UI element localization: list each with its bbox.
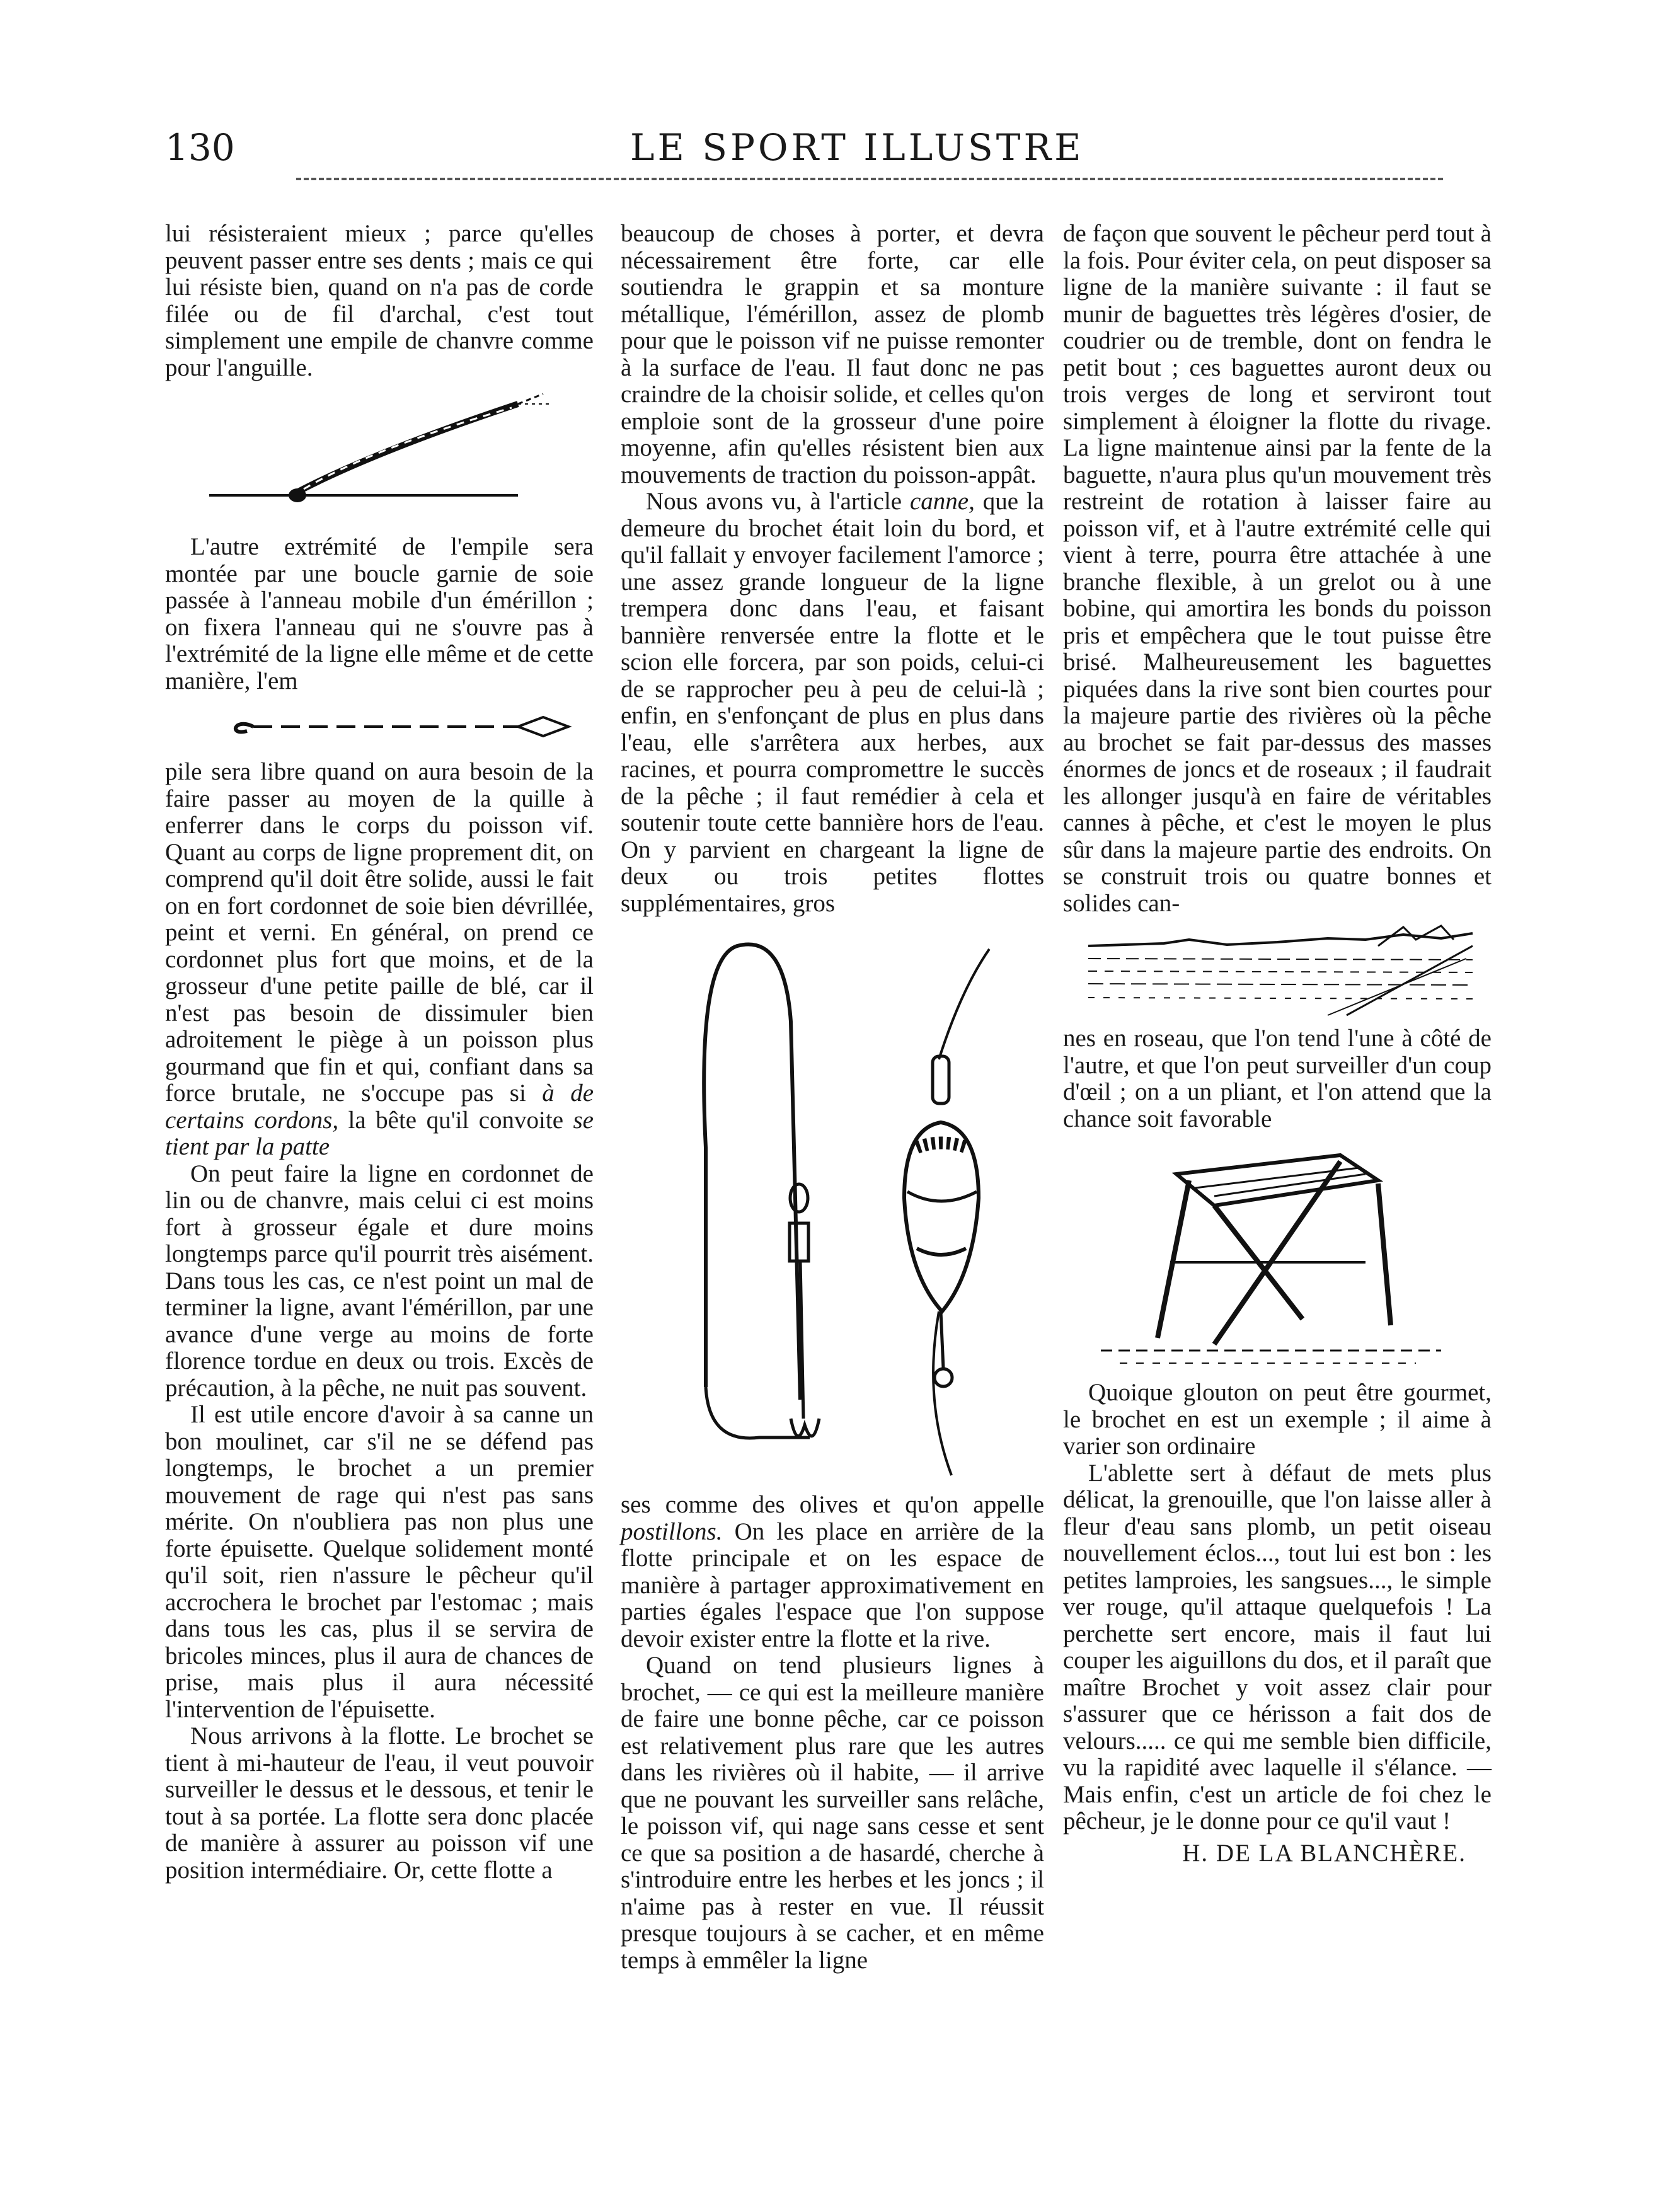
paragraph: ses comme des olives et qu'on appelle postillons. On les place en arrière de la flotte principale et on les espace de manière à partager approximativement en parties égales l'espace que l'on suppose devoir exister entre la flotte et la rive. [621,1491,1045,1652]
paragraph: L'autre extrémité de l'empile sera montée par une boucle garnie de soie passée à l'anneau mobile d'un émérillon ; on fixera l'anneau qui ne s'ouvre pas à l'extrémité de la ligne elle même et de cette manière, l'em [165,533,594,694]
paragraph: L'ablette sert à défaut de mets plus délicat, la grenouille, que l'on laisse aller à fleur d'eau sans plomb, un petit oiseau nouvellement éclos..., tout lui est bon : les petites lamproies, les sangsues..., le simple ver rouge, qu'il attaque quelquefois ! La perchette sert encore, mais il faut lui couper les aiguillons du dos, et il paraît que maître Brochet y voit assez clair pour s'assurer que ce hérisson a fait dos de velours..... ce qui me semble bien difficile, vu la rapidité avec laquelle il s'élance. — Mais enfin, c'est un article de foi chez le pêcheur, je le donne pour ce qu'il vaut ! [1063,1459,1492,1835]
column-2 [621,221,1044,1974]
paragraph: de façon que souvent le pêcheur perd tout à la fois. Pour éviter cela, on peut disposer sa ligne de la manière suivante : il faut se munir de baguettes très légères d'osier, de coudrier ou de tremble, dont on fendra le petit bout ; ces baguettes auront deux ou trois verges de long et serviront tout simplement à éloigner la flotte du rivage. La ligne maintenue ainsi par la fente de la baguette, n'aura plus qu'un mouvement très restreint de rotation à laisser faire au poisson vif, et à l'autre extrémité celle qui vient à terre, pourra être attachée à une branche flexible, à un grelot ou à une bobine, qui amortira les bonds du poisson pris et empêchera que le tout puisse être brisé. Malheureusement les baguettes piquées dans la rive sont bien courtes pour la majeure partie des rivières où la pêche au brochet se fait par-dessus des masses énormes de joncs et de roseaux ; il faudrait les allonger jusqu'à en faire de véritables cannes à pêche, et c'est le moyen le plus sûr dans la majeure partie des endroits. On se construit trois ou quatre bonnes et solides can- [1063,220,1492,917]
paragraph: Quand on tend plusieurs lignes à brochet, — ce qui est la meilleure manière de faire une bonne pêche, car ce poisson est relativement plus rare que les autres dans les rivières où il habite, — il arrive que ne pouvant les surveiller sans relâche, le poisson vif, qui nage sans cesse et sent ce que sa position a de hasardé, cherche à s'introduire entre les herbes et les joncs ; il n'aime pas à rester en vue. Il réussit presque toujours à se cacher, et en même temps à emmêler la ligne [621,1652,1044,1974]
header-rule [296,178,1443,180]
page-number: 130 [165,126,235,169]
journal-title: LE SPORT ILLUSTRE [630,126,1084,169]
empile-illustration [165,385,594,530]
column-1 [165,221,594,1884]
column-3 [1063,221,1492,1867]
page-header [0,0,1673,189]
folding-stool-illustration [1063,1136,1492,1376]
paragraph: beaucoup de choses à porter, et devra nécessairement être forte, car elle soutiendra le grappin et sa monture métallique, l'émérillon, assez de plomb pour que le poisson vif ne puisse remonter à la surface de l'eau. Il faut donc ne pas craindre de la choisir solide, et celles qu'on emploie sont de la grosseur d'une poire moyenne, afin qu'elles résistent bien aux mouvements de traction du poisson-appât. [621,220,1044,488]
paragraph: nes en roseau, que l'on tend l'une à côté de l'autre, et que l'on peut surveiller d'un coup d'œil ; on a un pliant, et l'on attend que la chance soit favorable [1063,1025,1492,1132]
paragraph: On peut faire la ligne en cordonnet de lin ou de chanvre, mais celui ci est moins fort à grosseur égale et dure moins longtemps parce qu'il pourrit très aisément. Dans tous les cas, ce n'est point un mal de terminer la ligne, avant l'émérillon, par une avance d'une verge au moins de forte florence tordue en deux ou trois. Excès de précaution, à la pêche, ne nuit pas souvent. [165,1160,594,1402]
hook-and-float-illustration [621,921,1044,1488]
paragraph: pile sera libre quand on aura besoin de la faire passer au moyen de la quille à enferrer dans le corps du poisson vif. Quant au corps de ligne proprement dit, on comprend qu'il doit être solide, aussi le fait on en fort cordonnet de soie bien dévrillée, peint et verni. En général, on prend ce cordonnet plus fort que moins, et de la grosseur d'une petite paille de blé, car il n'est pas besoin de dissimuler bien adroitement le piège à un poisson plus gourmand que fin et qui, confiant dans sa force brutale, ne s'occupe pas si à de certains cordons, la bête qu'il convoite se tient par la patte [165,758,594,1160]
riverbank-rods-illustration [1063,921,1492,1022]
paragraph: Nous arrivons à la flotte. Le brochet se tient à mi-hauteur de l'eau, il veut pouvoir surveiller le dessus et le dessous, et tenir le tout à sa portée. La flotte sera donc placée de manière à assurer au poisson vif une position intermédiaire. Or, cette flotte a [165,1722,594,1884]
line-attachment-illustration [165,698,594,755]
paragraph: lui résisteraient mieux ; parce qu'elles peuvent passer entre ses dents ; mais ce qui lui résiste bien, quand on n'a pas de corde filée ou de fil d'archal, c'est tout simplement une empile de chanvre comme pour l'anguille. [165,220,594,381]
author-signature: H. DE LA BLANCHÈRE. [1182,1839,1466,1867]
paragraph: Nous avons vu, à l'article canne, que la demeure du brochet était loin du bord, et qu'il fallait y envoyer facilement l'amorce ; une assez grande longueur de la ligne trempera donc dans l'eau, et faisant bannière renversée entre la flotte et le scion elle forcera, par son poids, celui-ci de se rapprocher peu à peu de celui-là ; enfin, en s'enfonçant de plus en plus dans l'eau, elle s'arrêtera aux herbes, aux racines, et pourra compromettre le succès de la pêche ; il faut remédier à cela et soutenir toute cette bannière hors de l'eau. On y parvient en chargeant la ligne de deux ou trois petites flottes supplémentaires, gros [621,488,1044,917]
paragraph: Il est utile encore d'avoir à sa canne un bon moulinet, car s'il ne se défend pas longtemps, le brochet a un premier mouvement de rage qui n'est pas sans mérite. On n'oubliera pas non plus une forte épuisette. Quelque solidement monté qu'il soit, rien n'assure le pêcheur qu'il accrochera le brochet par l'estomac ; mais dans tous les cas, plus il se servira de bricoles minces, plus il aura de chances de prise, mais plus il aura nécessité l'intervention de l'épuisette. [165,1401,594,1723]
paragraph: Quoique glouton on peut être gourmet, le brochet en est un exemple ; il aime à varier son ordinaire [1063,1379,1492,1460]
